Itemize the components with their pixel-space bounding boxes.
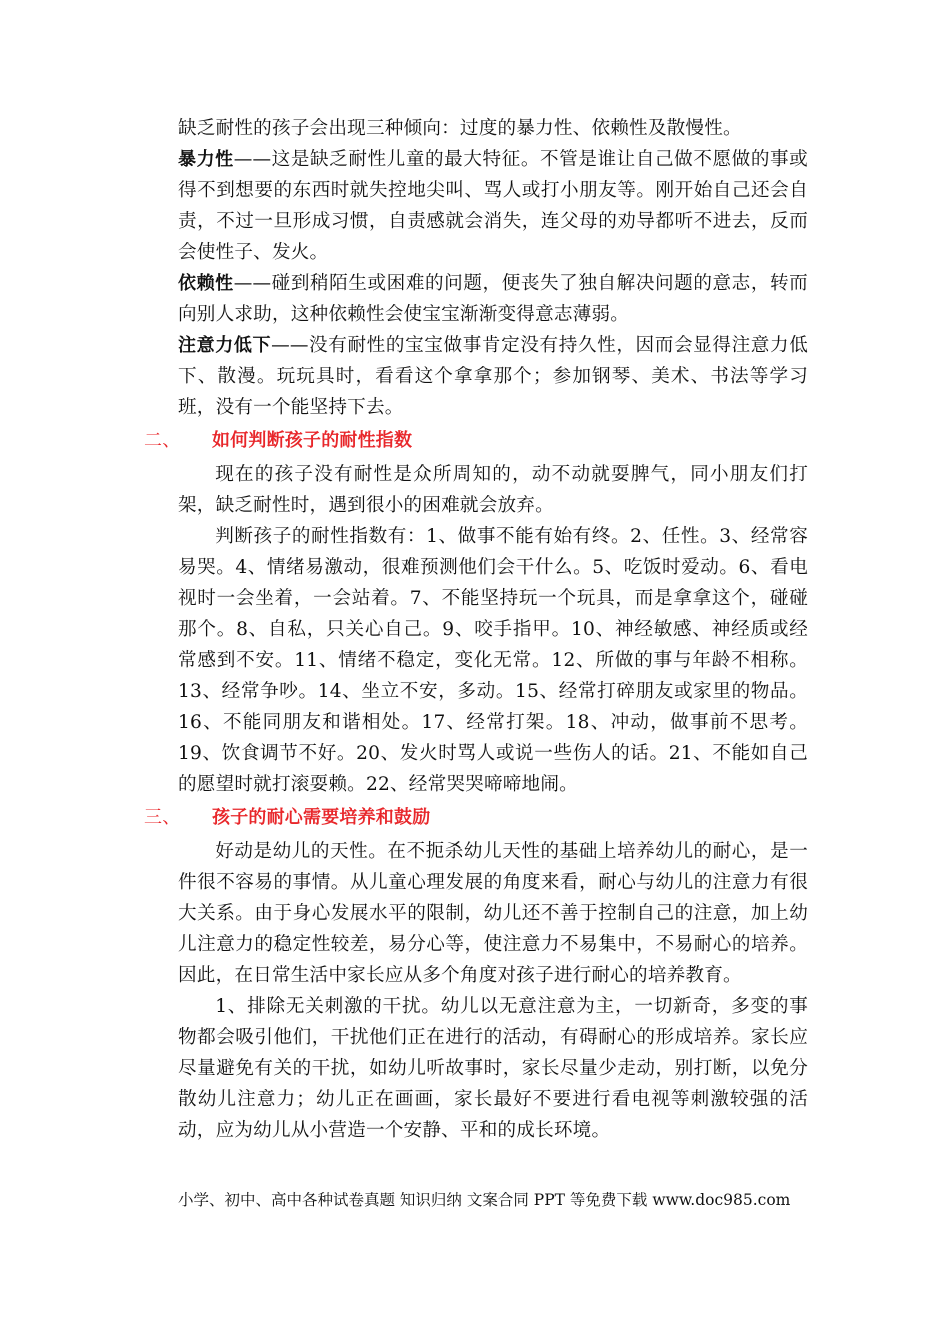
- tendency-violence: [178, 144, 808, 268]
- section-2-title: 如何判断孩子的耐性指数: [212, 430, 413, 451]
- section-3-number: 三、: [144, 807, 181, 828]
- section-3-title: 孩子的耐心需要培养和鼓励: [212, 807, 431, 828]
- section-2-number: 二、: [144, 430, 181, 451]
- section-3-paragraph: 好动是幼儿的天性。在不扼杀幼儿天性的基础上培养幼儿的耐心，是一件很不容易的事情。从儿童心理发展的角度来看，耐心与幼儿的注意力有很大关系。由于身心发展水平的限制，幼儿还不善于控制自己的注意，加上幼儿注意力的稳定性较差，易分心等，使注意力不易集中，不易耐心的培养。因此，在日常生活中家长应从多个角度对孩子进行耐心的培养教育。: [178, 841, 808, 986]
- term-violence: 暴力性: [178, 149, 234, 170]
- section-2-paragraph: 判断孩子的耐性指数有：1、做事不能有始有终。2、任性。3、经常容易哭。4、情绪易激动，很难预测他们会干什么。5、吃饭时爱动。6、看电视时一会坐着，一会站着。7、不能坚持玩一个玩具，而是拿拿这个，碰碰那个。8、自私，只关心自己。9、咬手指甲。10、神经敏感、神经质或经常感到不安。11、情绪不稳定，变化无常。12、所做的事与年龄不相称。13、经常争吵。14、坐立不安，多动。15、经常打碎朋友或家里的物品。16、不能同朋友和谐相处。17、经常打架。18、冲动，做事前不思考。19、饮食调节不好。20、发火时骂人或说一些伤人的话。21、不能如自己的愿望时就打滚耍赖。22、经常哭哭啼啼地闹。: [178, 526, 808, 795]
- tendency-dependence-text: ——碰到稍陌生或困难的问题，便丧失了独自解决问题的意志，转而向别人求助，这种依赖性会使宝宝渐渐变得意志薄弱。: [178, 273, 808, 325]
- term-dependence: 依赖性: [178, 273, 234, 294]
- term-attention: 注意力低下: [178, 335, 272, 356]
- section-2-paragraph: 现在的孩子没有耐性是众所周知的，动不动就耍脾气，同小朋友们打架，缺乏耐性时，遇到很小的困难就会放弃。: [178, 464, 808, 516]
- page-footer: 小学、初中、高中各种试卷真题 知识归纳 文案合同 PPT 等免费下载 www.doc985.com: [178, 1191, 791, 1209]
- section-3-heading: [144, 800, 808, 836]
- tendency-attention: [178, 330, 808, 423]
- tendency-attention-text: ——没有耐性的宝宝做事肯定没有持久性，因而会显得注意力低下、散漫。玩玩具时，看看这个拿拿那个；参加钢琴、美术、书法等学习班，没有一个能坚持下去。: [178, 335, 808, 418]
- section-2-heading: [144, 423, 808, 459]
- intro-paragraph: 缺乏耐性的孩子会出现三种倾向：过度的暴力性、依赖性及散慢性。: [178, 118, 742, 139]
- tendency-dependence: [178, 268, 808, 330]
- document-body: [144, 113, 808, 1146]
- section-3-paragraph: 1、排除无关刺激的干扰。幼儿以无意注意为主，一切新奇，多变的事物都会吸引他们，干扰他们正在进行的活动，有碍耐心的形成培养。家长应尽量避免有关的干扰，如幼儿听故事时，家长尽量少走动，别打断，以免分散幼儿注意力；幼儿正在画画，家长最好不要进行看电视等刺激较强的活动，应为幼儿从小营造一个安静、平和的成长环境。: [178, 996, 808, 1141]
- tendency-violence-text: ——这是缺乏耐性儿童的最大特征。不管是谁让自己做不愿做的事或得不到想要的东西时就失控地尖叫、骂人或打小朋友等。刚开始自己还会自责，不过一旦形成习惯，自责感就会消失，连父母的劝导都听不进去，反而会使性子、发火。: [178, 149, 808, 263]
